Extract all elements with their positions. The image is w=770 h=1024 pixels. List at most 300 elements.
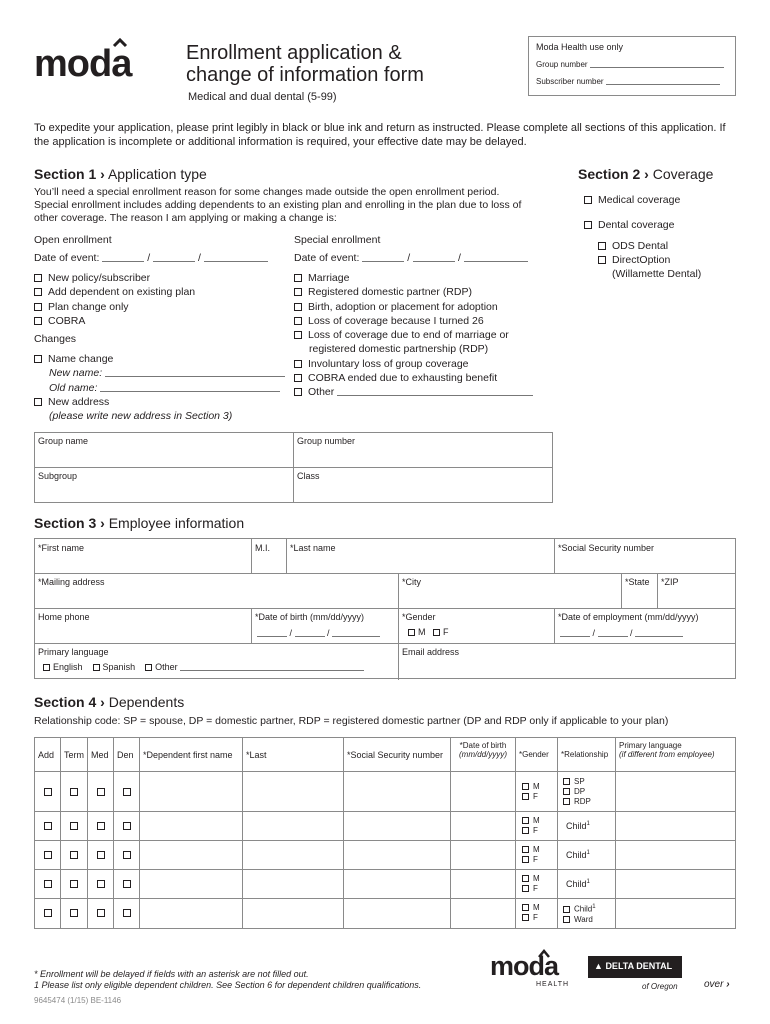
col-divider [554,539,555,573]
section3-title: Employee information [108,515,245,531]
open-item-plan-change[interactable] [34,300,195,314]
special-item-birth[interactable] [294,300,533,314]
section2-title: Coverage [652,166,714,182]
special-item-label: Loss of coverage because I turned 26 [308,314,484,327]
last-name-cell[interactable] [243,812,344,841]
open-item-cobra[interactable] [34,314,195,328]
special-item-rdp[interactable] [294,285,533,299]
col-relationship: *Relationship [558,738,616,772]
gender-f-label: F [443,627,449,637]
chevron-right-icon: › [100,166,105,182]
first-name-cell[interactable] [140,841,243,870]
new-address-note: (please write new address in Section 3) [49,410,233,423]
new-name-field[interactable] [105,367,285,377]
first-name-field[interactable] [38,543,84,553]
relationship-code: Relationship code: SP = spouse, DP = domestic partner, RDP = registered domestic partner (DP and RDP only if applicable to your plan) [34,715,669,727]
use-only-title: Moda Health use only [536,42,624,52]
language-cell[interactable] [616,870,736,899]
gender-f-label: F [533,791,538,801]
last-name-cell[interactable] [243,870,344,899]
child-label: Child [574,904,593,914]
group-name-cell[interactable] [35,433,294,468]
special-date-mm[interactable] [362,252,404,262]
footer-note-2: 1 Please list only eligible dependent children. See Section 6 for dependent children qualifications. [34,980,422,990]
gender-f-checkbox[interactable] [522,827,529,834]
col-divider [286,539,287,573]
add-cell [35,812,61,841]
mailing-label: *Mailing address [38,577,105,587]
relationship-cell [558,899,616,929]
subgroup-label: Subgroup [38,471,78,481]
special-item-label: COBRA ended due to exhausting benefit [308,372,498,385]
gender-m-checkbox[interactable] [408,629,415,636]
page-subtitle: Medical and dual dental (5-99) [188,91,337,103]
checkbox[interactable] [294,374,302,382]
med-checkbox[interactable] [97,851,105,859]
new-address-option[interactable] [34,395,285,409]
direct-option-label: DirectOption [612,253,671,266]
name-change-label: Name change [48,353,114,365]
delta-dental-text: DELTA DENTAL [605,961,673,971]
over-link[interactable] [704,979,730,990]
ssn-cell[interactable] [344,870,451,899]
class-cell[interactable] [294,468,553,503]
checkbox[interactable] [34,303,42,311]
child-checkbox[interactable] [563,906,570,913]
gender-f-checkbox[interactable] [522,856,529,863]
dob-cell[interactable] [451,772,516,812]
ssn-label: *Social Security number [558,543,655,553]
relationship-cell [558,812,616,841]
gender-cell [516,899,558,929]
dob-field[interactable]: / / [257,627,380,638]
title-line-2: change of information form [186,64,424,86]
form-code: 9645474 (1/15) BE-1146 [34,996,122,1005]
term-checkbox[interactable] [70,909,78,917]
dob-cell[interactable] [451,841,516,870]
col-divider [251,608,252,643]
special-item-cobra-ended[interactable] [294,371,533,385]
use-group-number-field[interactable] [590,58,724,68]
checkbox[interactable] [294,388,302,396]
delta-dental-logo [588,956,682,978]
zip-label: *ZIP [661,577,679,587]
zip-field[interactable] [661,577,679,587]
gender-f-checkbox[interactable] [522,885,529,892]
gender-cell [516,870,558,899]
checkbox[interactable] [598,256,606,264]
moda-health-logo [490,948,570,994]
name-change-option[interactable] [34,352,285,366]
col-language-line2: (if different from employee) [619,750,715,759]
dob-dd[interactable] [295,627,325,637]
special-item-label: Marriage [308,272,350,284]
open-item-label: Plan change only [48,300,129,313]
den-checkbox[interactable] [123,880,131,888]
language-options [43,662,364,672]
use-subscriber-row [536,75,728,86]
medical-coverage-option[interactable] [584,193,701,207]
checkbox[interactable] [294,288,302,296]
special-item-label: Involuntary loss of group coverage [308,357,469,370]
den-cell [114,870,140,899]
use-group-row [536,58,728,69]
special-item-other[interactable] [294,385,533,399]
use-subscriber-field[interactable] [606,75,720,85]
open-item-label: Add dependent on existing plan [48,286,196,299]
dependents-table [34,737,736,929]
special-item-label: Registered domestic partner (RDP) [308,286,472,299]
footnote-mark: 1 [592,904,596,910]
chevron-right-icon: › [644,166,649,182]
spanish-checkbox[interactable] [93,664,100,671]
first-name-cell[interactable] [140,870,243,899]
ssn-cell[interactable] [344,841,451,870]
rdp-label: RDP [574,796,591,806]
dp-checkbox[interactable] [563,788,570,795]
dental-coverage-label: Dental coverage [598,219,675,232]
table-row [35,841,736,870]
gender-options [408,627,449,637]
row-divider [35,608,735,609]
col-ssn: *Social Security number [344,738,451,772]
chevron-right-icon: › [100,515,105,531]
term-checkbox[interactable] [70,822,78,830]
last-name-label: *Last name [290,543,336,553]
open-date-mm[interactable] [102,252,144,262]
willamette-label: (Willamette Dental) [612,268,702,281]
gender-f-label: F [533,913,538,923]
open-item-label: New policy/subscriber [48,272,151,284]
ward-checkbox[interactable] [563,916,570,923]
dob-label: *Date of birth (mm/dd/yyyy) [255,612,365,622]
chevron-right-icon: › [726,979,730,990]
relationship-cell [558,841,616,870]
employee-grid [34,538,736,679]
col-divider [554,608,555,643]
add-checkbox[interactable] [44,788,52,796]
col-divider [621,573,622,608]
med-checkbox[interactable] [97,788,105,796]
checkbox[interactable] [584,221,592,229]
term-cell [61,772,88,812]
den-cell [114,841,140,870]
last-name-cell[interactable] [243,772,344,812]
dob-cell[interactable] [451,812,516,841]
med-checkbox[interactable] [97,822,105,830]
ods-dental-option[interactable] [584,239,701,253]
email-field[interactable] [402,647,459,657]
english-checkbox[interactable] [43,664,50,671]
den-checkbox[interactable] [123,822,131,830]
health-text: HEALTH [536,981,570,988]
gender-m-checkbox[interactable] [522,875,529,882]
gender-m-label: M [418,627,426,637]
other-language-checkbox[interactable] [145,664,152,671]
med-cell [88,812,114,841]
use-subscriber-label: Subscriber number [536,77,604,86]
gender-m-checkbox[interactable] [522,783,529,790]
col-divider [251,539,252,573]
section3-heading [34,515,244,531]
section1-label: Section 1 [34,166,97,182]
checkbox[interactable] [598,242,606,250]
special-item-turned-26[interactable] [294,314,533,328]
checkbox[interactable] [294,331,302,339]
gender-label: *Gender [402,612,436,622]
med-cell [88,899,114,929]
gender-m-checkbox[interactable] [522,904,529,911]
term-cell [61,899,88,929]
last-name-cell[interactable] [243,899,344,929]
sp-checkbox[interactable] [563,778,570,785]
gender-m-checkbox[interactable] [522,817,529,824]
term-cell [61,841,88,870]
open-item-add-dependent[interactable] [34,285,195,299]
language-cell[interactable] [616,841,736,870]
special-item-label: Other [308,386,335,399]
home-phone-field[interactable] [38,612,90,622]
table-row [35,899,736,929]
col-dob-line2: (mm/dd/yyyy) [459,750,507,759]
col-divider [398,573,399,608]
old-name-row [34,381,285,395]
other-field[interactable] [337,386,533,396]
other-language-field[interactable] [180,663,364,671]
doe-label: *Date of employment (mm/dd/yyyy) [558,612,699,622]
col-last: *Last [243,738,344,772]
other-language-label: Other [155,662,178,672]
page-title [186,42,424,86]
language-cell[interactable] [616,899,736,929]
of-oregon-text: of Oregon [642,982,678,991]
first-name-cell[interactable] [140,772,243,812]
direct-option[interactable] [584,253,701,267]
section1-heading [34,166,207,182]
gender-m-label: M [533,845,540,854]
den-checkbox[interactable] [123,788,131,796]
english-label: English [53,662,83,672]
over-label: over [704,979,724,990]
med-checkbox[interactable] [97,880,105,888]
first-name-label: *First name [38,543,85,553]
section3-label: Section 3 [34,515,97,531]
open-date-dd[interactable] [153,252,195,262]
checkbox[interactable] [294,360,302,368]
dob-mm[interactable] [257,627,287,637]
den-cell [114,899,140,929]
checkbox[interactable] [294,303,302,311]
col-first: *Dependent first name [140,738,243,772]
checkbox[interactable] [34,274,42,282]
special-item-involuntary[interactable] [294,357,533,371]
language-cell[interactable] [616,772,736,812]
med-checkbox[interactable] [97,909,105,917]
new-address-label: New address [48,395,110,408]
ssn-cell[interactable] [344,812,451,841]
special-date-dd[interactable] [413,252,455,262]
checkbox[interactable] [584,196,592,204]
doe-yyyy[interactable] [635,627,683,637]
term-checkbox[interactable] [70,880,78,888]
language-cell[interactable] [616,812,736,841]
child-label: Child [566,821,587,831]
col-add: Add [35,738,61,772]
checkbox[interactable] [34,398,42,406]
mi-label: M.I. [255,543,270,553]
special-item-label-cont: registered domestic partnership (RDP) [309,343,489,356]
old-name-field[interactable] [100,382,280,392]
checkbox[interactable] [294,274,302,282]
doe-dd[interactable] [598,627,628,637]
relationship-cell [558,870,616,899]
med-cell [88,772,114,812]
gender-f-checkbox[interactable] [522,793,529,800]
moda-health-text: moda [490,951,559,981]
ward-label: Ward [574,914,593,924]
section4-title: Dependents [108,694,185,710]
gender-m-label: M [533,816,540,825]
gender-m-checkbox[interactable] [522,846,529,853]
group-name-label: Group name [38,436,89,446]
col-language-line1: Primary language [619,741,682,750]
col-den: Den [114,738,140,772]
footnote-mark: 1 [586,850,590,856]
col-language [616,738,736,772]
gender-f-checkbox[interactable] [433,629,440,636]
group-number-cell[interactable] [294,433,553,468]
new-name-label: New name: [49,367,103,380]
checkbox[interactable] [34,355,42,363]
title-line-1: Enrollment application & [186,42,402,64]
class-label: Class [297,471,320,481]
footnote-mark: 1 [586,821,590,827]
first-name-cell[interactable] [140,812,243,841]
sp-label: SP [574,776,585,786]
gender-cell [516,772,558,812]
footnote-mark: 1 [586,879,590,885]
dob-cell[interactable] [451,899,516,929]
mailing-address-field[interactable] [38,577,105,587]
table-row [35,772,736,812]
add-checkbox[interactable] [44,822,52,830]
gender-f-label: F [533,884,538,893]
checkbox[interactable] [34,317,42,325]
gender-m-label: M [533,874,540,883]
checkbox[interactable] [294,317,302,325]
term-checkbox[interactable] [70,851,78,859]
doe-mm[interactable] [560,627,590,637]
group-number-label: Group number [297,436,356,446]
gender-cell [516,812,558,841]
first-name-cell[interactable] [140,899,243,929]
col-divider [398,608,399,680]
chevron-right-icon: › [100,694,105,710]
last-name-cell[interactable] [243,841,344,870]
row-divider [35,643,735,644]
open-item-new-policy[interactable] [34,271,195,285]
dob-yyyy[interactable] [332,627,380,637]
ssn-cell[interactable] [344,899,451,929]
group-table [34,432,553,503]
moda-logo [34,36,154,86]
intro-text: To expedite your application, please print legibly in black or blue ink and return as instructed. Please complete all sections of this application. If the application is incomplete or additional information is required, your effective date may be delayed. [34,122,726,148]
use-group-label: Group number [536,60,588,69]
changes-items [34,352,285,423]
special-item-loss-marriage[interactable] [294,328,533,342]
col-dob [451,738,516,772]
state-label: *State [625,577,650,587]
changes-heading: Changes [34,333,77,345]
add-cell [35,870,61,899]
ssn-field[interactable] [558,543,654,553]
state-field[interactable] [625,577,650,587]
dependents-header-row [35,738,736,772]
section4-label: Section 4 [34,694,97,710]
add-cell [35,772,61,812]
open-date-row: Date of event: / / [34,252,268,264]
old-name-label: Old name: [49,381,98,394]
last-name-field[interactable] [290,543,336,553]
ssn-cell[interactable] [344,772,451,812]
checkbox[interactable] [34,288,42,296]
special-date-yyyy[interactable] [464,252,528,262]
special-item-label: Birth, adoption or placement for adoption [308,300,498,313]
footer-note-1: * Enrollment will be delayed if fields with an asterisk are not filled out. [34,969,309,979]
dob-cell[interactable] [451,870,516,899]
footer-notes [34,969,421,991]
col-dob-line1: *Date of birth [459,741,507,750]
home-phone-label: Home phone [38,612,90,622]
open-items [34,271,195,328]
gender-m-label: M [533,903,540,913]
den-checkbox[interactable] [123,909,131,917]
add-checkbox[interactable] [44,880,52,888]
col-gender: *Gender [516,738,558,772]
delta-triangle-icon: ▲ [594,961,603,971]
subgroup-cell[interactable] [35,468,294,503]
section1-desc: You’ll need a special enrollment reason for some changes made outside the open enrollment period. Special enrollment includes adding dependents to an existing plan and enrolling in the plan due to loss of other coverage. The reason I am applying or making a change is: [34,186,522,224]
special-item-marriage[interactable] [294,271,533,285]
den-cell [114,812,140,841]
rdp-checkbox[interactable] [563,798,570,805]
special-enrollment-heading: Special enrollment [294,234,381,246]
dental-coverage-option[interactable] [584,218,701,232]
add-checkbox[interactable] [44,909,52,917]
mi-field[interactable] [255,543,270,553]
med-cell [88,841,114,870]
city-field[interactable] [402,577,421,587]
open-date-yyyy[interactable] [204,252,268,262]
table-row [35,812,736,841]
open-date-label: Date of event: [34,252,100,264]
row-divider [35,573,735,574]
section2-heading [578,166,713,182]
add-cell [35,841,61,870]
den-checkbox[interactable] [123,851,131,859]
add-checkbox[interactable] [44,851,52,859]
gender-f-checkbox[interactable] [522,914,529,921]
ods-dental-label: ODS Dental [612,239,669,252]
child-label: Child [566,850,587,860]
special-date-label: Date of event: [294,252,360,264]
term-checkbox[interactable] [70,788,78,796]
relationship-cell [558,772,616,812]
special-item-label: Loss of coverage due to end of marriage or [308,329,509,342]
doe-field[interactable]: / / [560,627,683,638]
gender-f-label: F [533,855,538,864]
gender-m-label: M [533,781,540,791]
